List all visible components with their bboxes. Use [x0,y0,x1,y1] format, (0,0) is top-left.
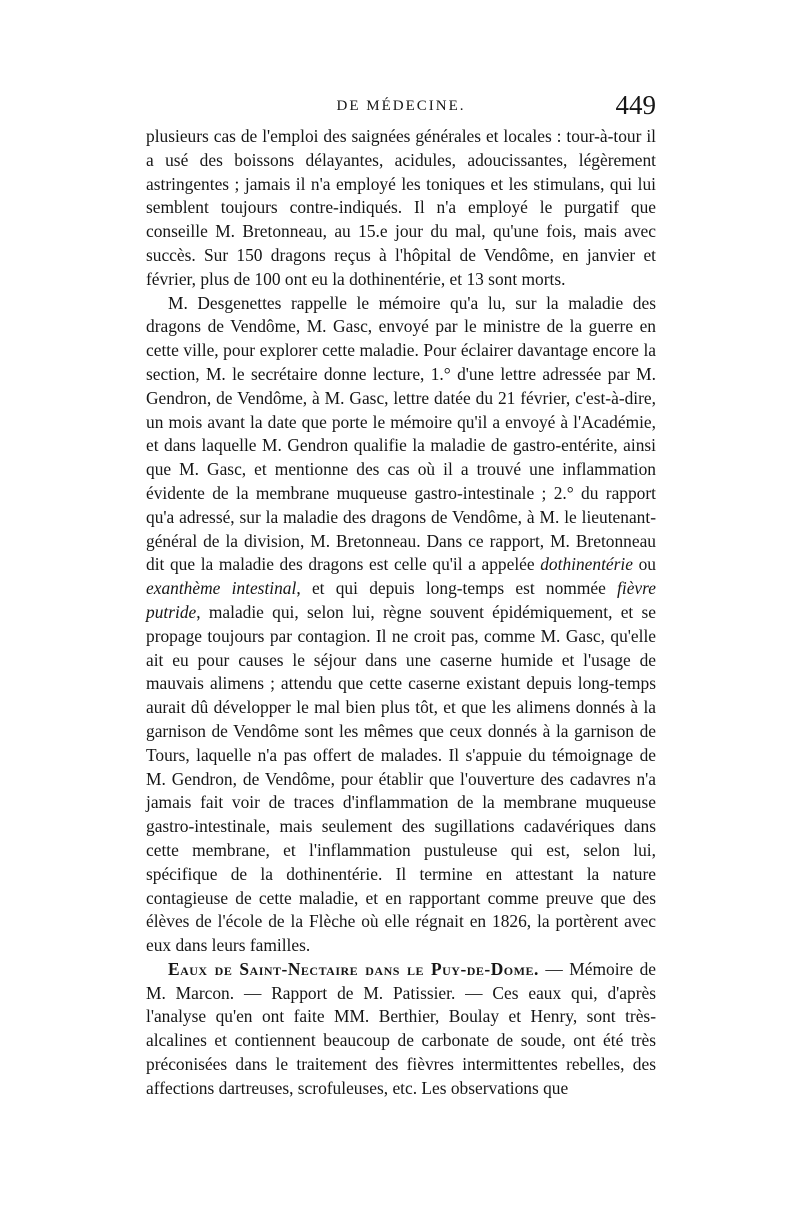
paragraph-text: ou [632,554,656,575]
body-text [146,125,656,1101]
italic-term: exanthème intestinal [146,578,297,599]
italic-term: fièvre putride [146,578,656,622]
italic-term: dothinentérie [540,554,633,575]
section-heading: Eaux de Saint-Nectaire dans le Puy-de-Dome. [168,958,539,979]
page-header [146,92,656,126]
paragraph-text: , et qui depuis long-temps est nommée [296,578,618,599]
paragraph-saint-nectaire [146,958,656,1101]
paragraph-continuation: plusieurs cas de l'emploi des saignées générales et locales : tour-à-tour il a usé des boissons délayantes, acidules, adoucissantes, légèrement astringentes ; jamais il n'a employé les toniques et les stimulans, qui lui semblent toujours contre-indiqués. Il n'a employé le purgatif que conseille M. Bretonneau, au 15.e jour du mal, qu'une fois, mais avec succès. Sur 150 dragons reçus à l'hôpital de Vendôme, en janvier et février, plus de 100 ont eu la dothinentérie, et 13 sont morts. [146,126,656,289]
page-number: 449 [615,90,656,120]
paragraph-text: , maladie qui, selon lui, règne souvent épidémiquement, et se propage toujours par contagion. Il ne croit pas, comme M. Gasc, qu'elle ait eu pour causes le séjour dans une caserne humide et l'usage de mauvais alimens ; attendu que cette caserne existant depuis long-temps aurait dû développer le mal bien plus tôt, et que les alimens donnés à la garnison de Vendôme sont les mêmes que ceux donnés à la garnison de Tours, laquelle n'a pas offert de malades. Il s'appuie du témoignage de M. Gendron, de Vendôme, pour établir que l'ouverture des cadavres n'a jamais fait voir de traces d'inflammation de la membrane muqueuse gastro-intestinale, mais seulement des sugillations cadavériques dans cette membrane, et l'inflammation pustuleuse qui est, selon lui, spécifique de la dothinentérie. Il termine en attestant la nature contagieuse de cette maladie, et en rapportant comme preuve que des élèves de l'école de la Flèche où elle régnait en 1826, la portèrent avec eux dans leurs familles. [146,601,656,956]
paragraph-text: M. Desgenettes rappelle le mémoire qu'a lu, sur la maladie des dragons de Vendôme, M. Gasc, envoyé par le ministre de la guerre en cette ville, pour explorer cette maladie. Pour éclairer davantage encore la section, M. le secrétaire donne lecture, 1.° d'une lettre adressée par M. Gendron, de Vendôme, à M. Gasc, lettre datée du 21 février, c'est-à-dire, un mois avant la date que porte le mémoire qu'il a envoyé à l'Académie, et dans laquelle M. Gendron qualifie la maladie de gastro-entérite, ainsi que M. Gasc, et mentionne des cas où il a trouvé une inflammation évidente de la membrane muqueuse gastro-intestinale ; 2.° du rapport qu'a adressé, sur la maladie des dragons de Vendôme, à M. le lieutenant-général de la division, M. Bretonneau. Dans ce rapport, M. Bretonneau dit que la maladie des dragons est celle qu'il a appelée [146,292,656,575]
paragraph-text: — Mémoire de M. Marcon. — Rapport de M. Patissier. — Ces eaux qui, d'après l'analyse qu'en ont faite MM. Berthier, Boulay et Henry, sont très-alcalines et contiennent beaucoup de carbonate de soude, ont été très préconisées dans le traitement des fièvres intermittentes rebelles, des affections dartreuses, scrofuleuses, etc. Les observations que [146,958,656,1098]
running-title: DE MÉDECINE. [336,98,466,114]
paragraph-desgenettes [146,292,656,958]
